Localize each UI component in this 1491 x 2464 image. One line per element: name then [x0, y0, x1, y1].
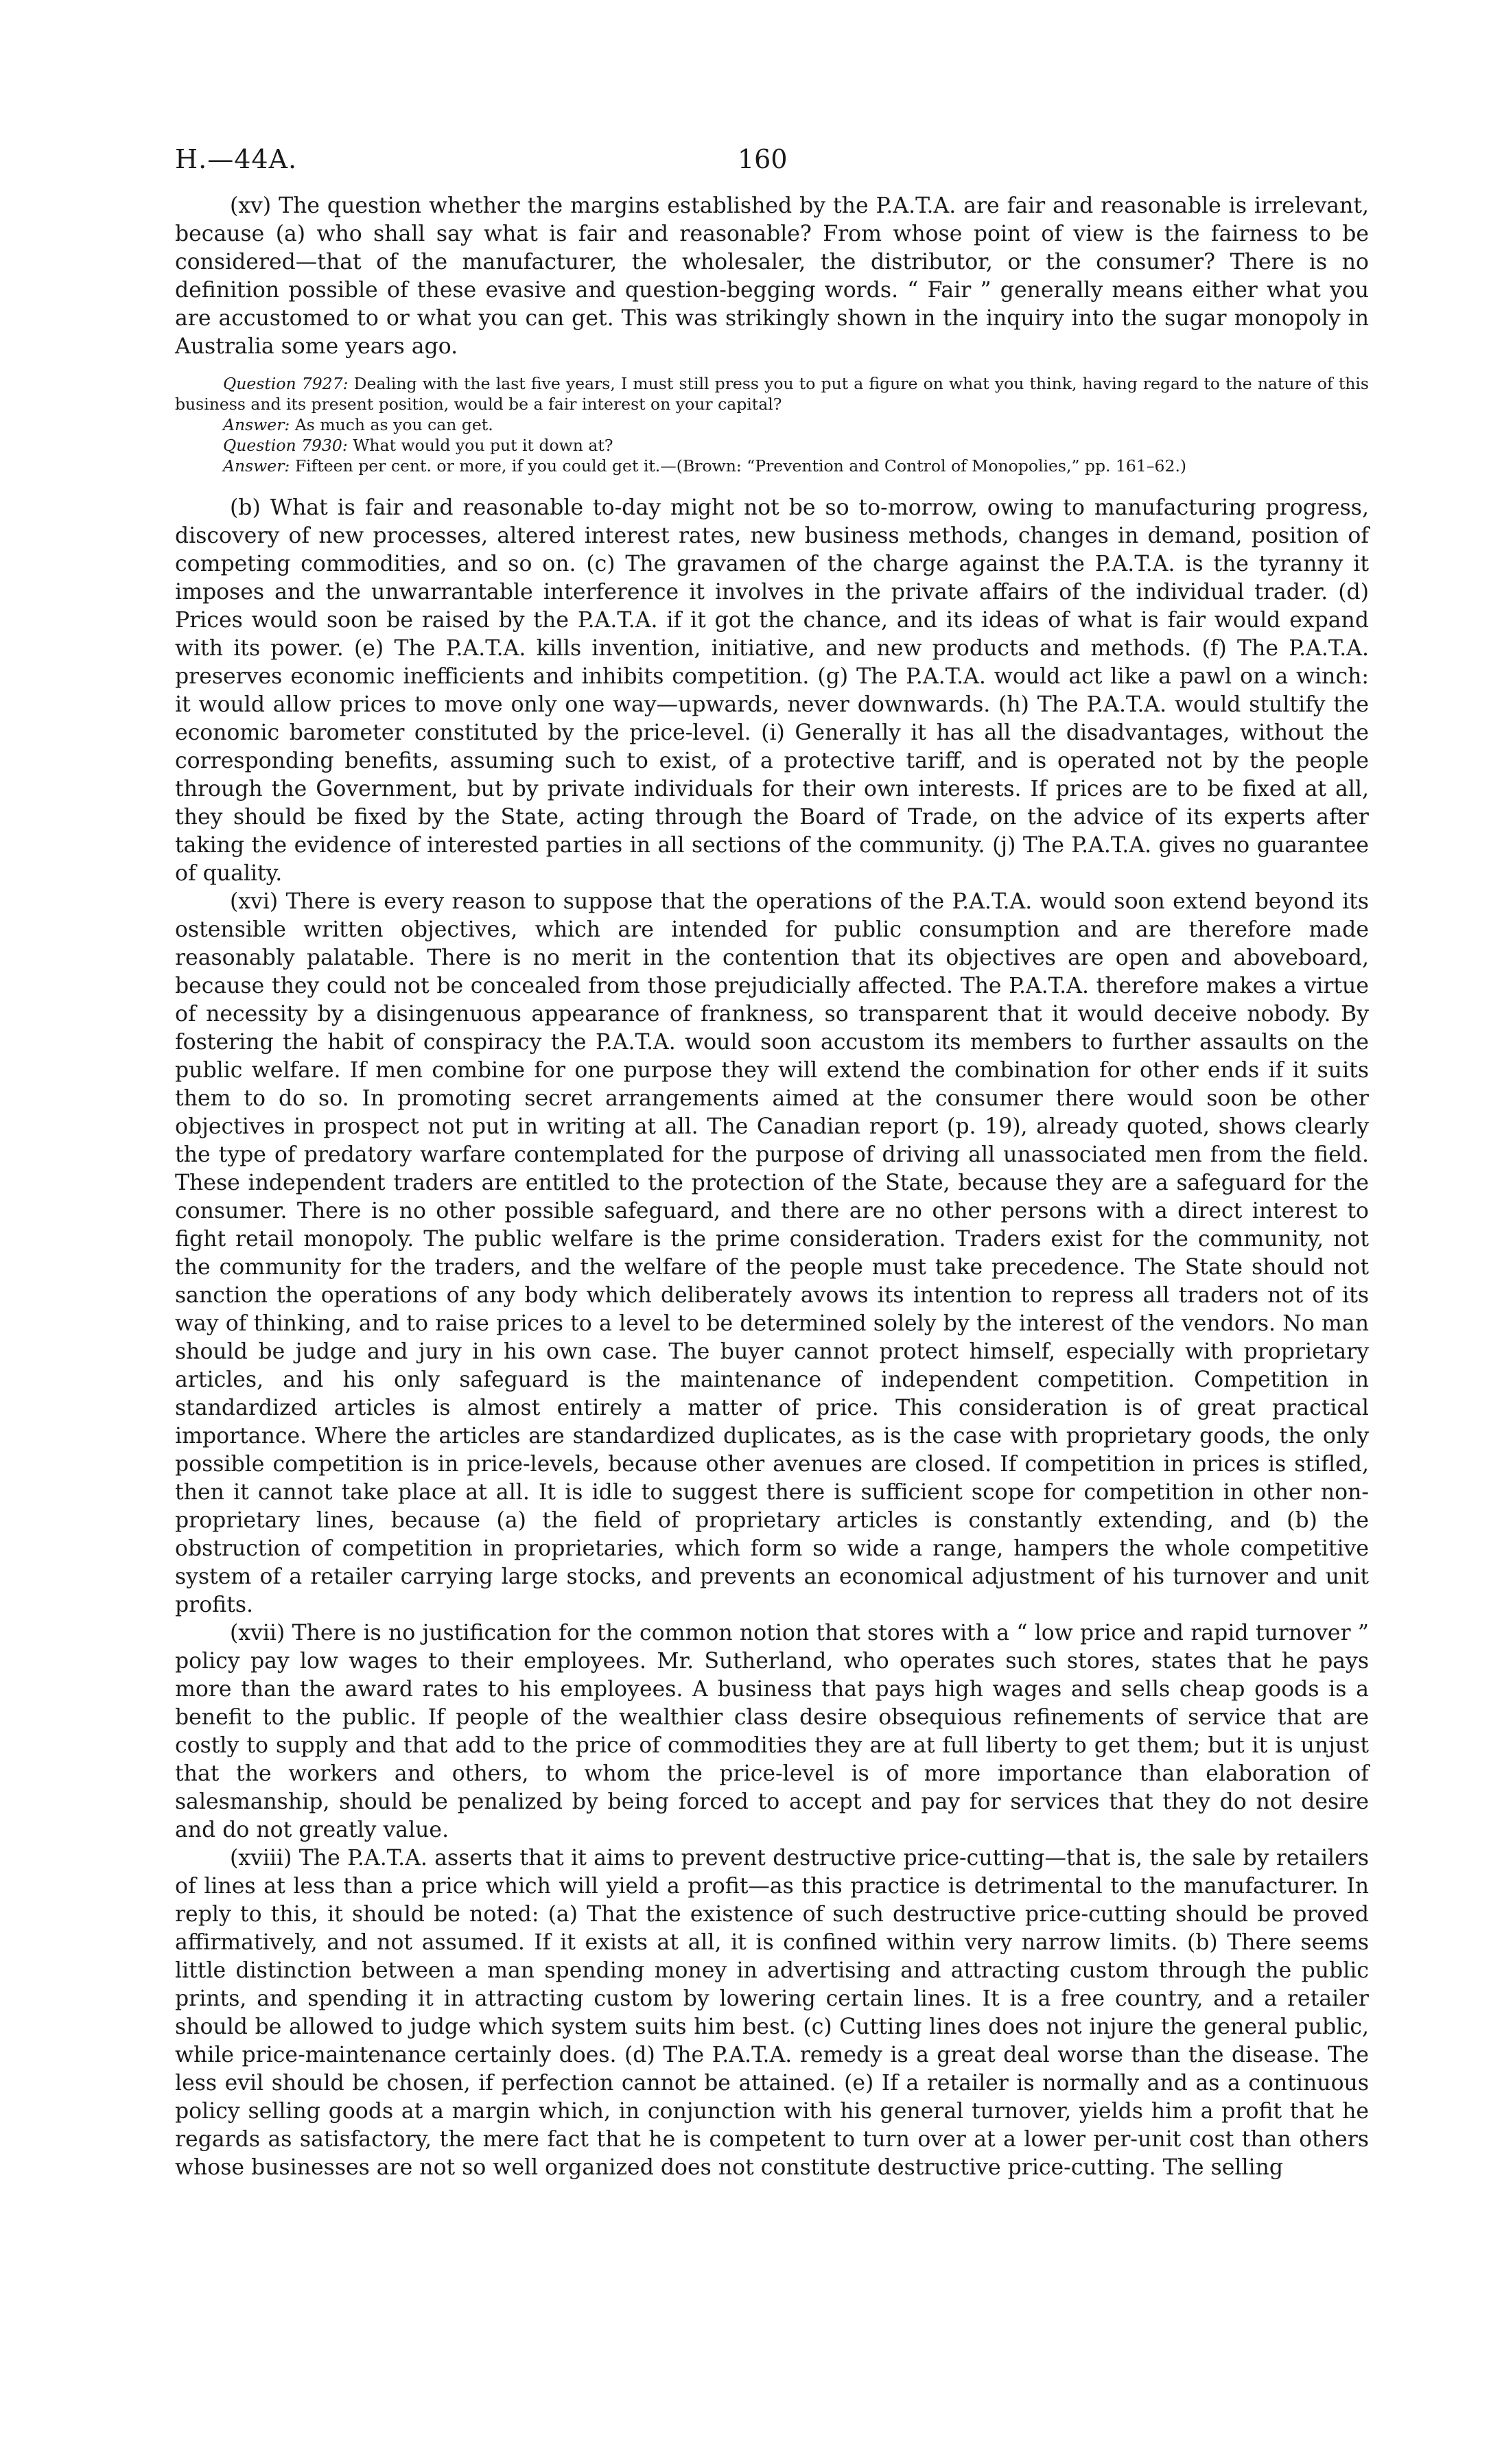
- paragraph-xvi: (xvi) There is every reason to suppose that the operations of the P.A.T.A. would soon extend beyond its ostensible written objectives, which are intended for public consumption and are therefore made reasonably palatable. There is no merit in the contention that its objectives are open and aboveboard, because they could not be concealed from those prejudicially affected. The P.A.T.A. therefore makes a virtue of necessity by a disingenuous appearance of frankness, so transparent that it would deceive nobody. By fostering the habit of conspiracy the P.A.T.A. would soon accustom its members to further assaults on the public welfare. If men combine for one purpose they will extend the combination for other ends if it suits them to do so. In promoting secret arrangements aimed at the consumer there would soon be other objectives in prospect not put in writing at all. The Canadian report (p. 19), already quoted, shows clearly the type of predatory warfare contemplated for the purpose of driving all unassociated men from the field. These independent traders are entitled to the protection of the State, because they are a safeguard for the consumer. There is no other possible safeguard, and there are no other persons with a direct interest to fight retail monopoly. The public welfare is the prime consideration. Traders exist for the community, not the community for the traders, and the welfare of the people must take precedence. The State should not sanction the operations of any body which deliberately avows its intention to repress all traders not of its way of thinking, and to raise prices to a level to be determined solely by the interest of the vendors. No man should be judge and jury in his own case. The buyer cannot protect himself, especially with proprietary articles, and his only safeguard is the maintenance of independent competition. Competition in standardized articles is almost entirely a matter of price. This consideration is of great practical importance. Where the articles are standardized duplicates, as is the case with proprietary goods, the only possible competition is in price-levels, because other avenues are closed. If competition in prices is stifled, then it cannot take place at all. It is idle to suggest there is sufficient scope for competition in other non-proprietary lines, because (a) the field of proprietary articles is constantly extending, and (b) the obstruction of competition in proprietaries, which form so wide a range, hampers the whole competitive system of a retailer carrying large stocks, and prevents an economical adjustment of his turnover and unit profits.: [175, 889, 1369, 1617]
- page-header: [175, 144, 1369, 192]
- answer-label: Answer:: [223, 456, 290, 476]
- question-label: Question 7930:: [223, 436, 348, 455]
- answer-label: Answer:: [223, 415, 290, 434]
- quotation-question-7930: [175, 435, 1369, 456]
- quotation-answer-2: [175, 456, 1369, 476]
- answer-text: Fifteen per cent. or more, if you could get it.—(Brown: “Prevention and Control of Monopolies,” pp. 161–62.): [290, 456, 1187, 476]
- document-page: [175, 144, 1369, 2182]
- quotation-question-7927: [175, 373, 1369, 414]
- document-reference: H.—44A.: [175, 144, 298, 174]
- question-text: Dealing with the last five years, I must still press you to put a figure on what you think, having regard to the nature of this business and its present position, would be a fair interest on your capital?: [175, 374, 1369, 414]
- question-label: Question 7927:: [223, 374, 349, 393]
- page-number: 160: [738, 144, 788, 174]
- question-text: What would you put it down at?: [347, 436, 613, 455]
- evidence-quotation: [175, 373, 1369, 476]
- answer-text: As much as you can get.: [290, 415, 493, 434]
- paragraph-xv-continued: (b) What is fair and reasonable to-day might not be so to-morrow, owing to manufacturing progress, discovery of new processes, altered interest rates, new business methods, changes in demand, position of competing commodities, and so on. (c) The gravamen of the charge against the P.A.T.A. is the tyranny it imposes and the unwarrantable interference it involves in the private affairs of the individual trader. (d) Prices would soon be raised by the P.A.T.A. if it got the chance, and its ideas of what is fair would expand with its power. (e) The P.A.T.A. kills invention, initiative, and new products and methods. (f) The P.A.T.A. preserves economic inefficients and inhibits competition. (g) The P.A.T.A. would act like a pawl on a winch: it would allow prices to move only one way—upwards, never downwards. (h) The P.A.T.A. would stultify the economic barometer constituted by the price-level. (i) Generally it has all the disadvantages, without the corresponding benefits, assuming such to exist, of a protective tariff, and is operated not by the people through the Government, but by private individuals for their own interests. If prices are to be fixed at all, they should be fixed by the State, acting through the Board of Trade, on the advice of its experts after taking the evidence of interested parties in all sections of the community. (j) The P.A.T.A. gives no guarantee of quality.: [175, 495, 1369, 886]
- quotation-answer-1: [175, 414, 1369, 435]
- paragraph-xvii: (xvii) There is no justification for the common notion that stores with a “ low price and rapid turnover ” policy pay low wages to their employees. Mr. Sutherland, who operates such stores, states that he pays more than the award rates to his employees. A business that pays high wages and sells cheap goods is a benefit to the public. If people of the wealthier class desire obsequious refinements of service that are costly to supply and that add to the price of commodities they are at full liberty to get them; but it is unjust that the workers and others, to whom the price-level is of more importance than elaboration of salesmanship, should be penalized by being forced to accept and pay for services that they do not desire and do not greatly value.: [175, 1621, 1369, 1842]
- paragraph-xv: (xv) The question whether the margins established by the P.A.T.A. are fair and reasonable is irrelevant, because (a) who shall say what is fair and reasonable? From whose point of view is the fairness to be considered—that of the manufacturer, the wholesaler, the distributor, or the consumer? There is no definition possible of these evasive and question-begging words. “ Fair ” generally means either what you are accustomed to or what you can get. This was strikingly shown in the inquiry into the sugar monopoly in Australia some years ago.: [175, 193, 1369, 359]
- paragraph-xviii: (xviii) The P.A.T.A. asserts that it aims to prevent destructive price-cutting—that is, the sale by retailers of lines at less than a price which will yield a profit—as this practice is detrimental to the manufacturer. In reply to this, it should be noted: (a) That the existence of such destructive price-cutting should be proved affirmatively, and not assumed. If it exists at all, it is confined within very narrow limits. (b) There seems little distinction between a man spending money in advertising and attracting custom through the public prints, and spending it in attracting custom by lowering certain lines. It is a free country, and a retailer should be allowed to judge which system suits him best. (c) Cutting lines does not injure the general public, while price-maintenance certainly does. (d) The P.A.T.A. remedy is a great deal worse than the disease. The less evil should be chosen, if perfection cannot be attained. (e) If a retailer is normally and as a continuous policy selling goods at a margin which, in conjunction with his general turnover, yields him a profit that he regards as satisfactory, the mere fact that he is competent to turn over at a lower per-unit cost than others whose businesses are not so well organized does not constitute destructive price-cutting. The selling: [175, 1846, 1369, 2180]
